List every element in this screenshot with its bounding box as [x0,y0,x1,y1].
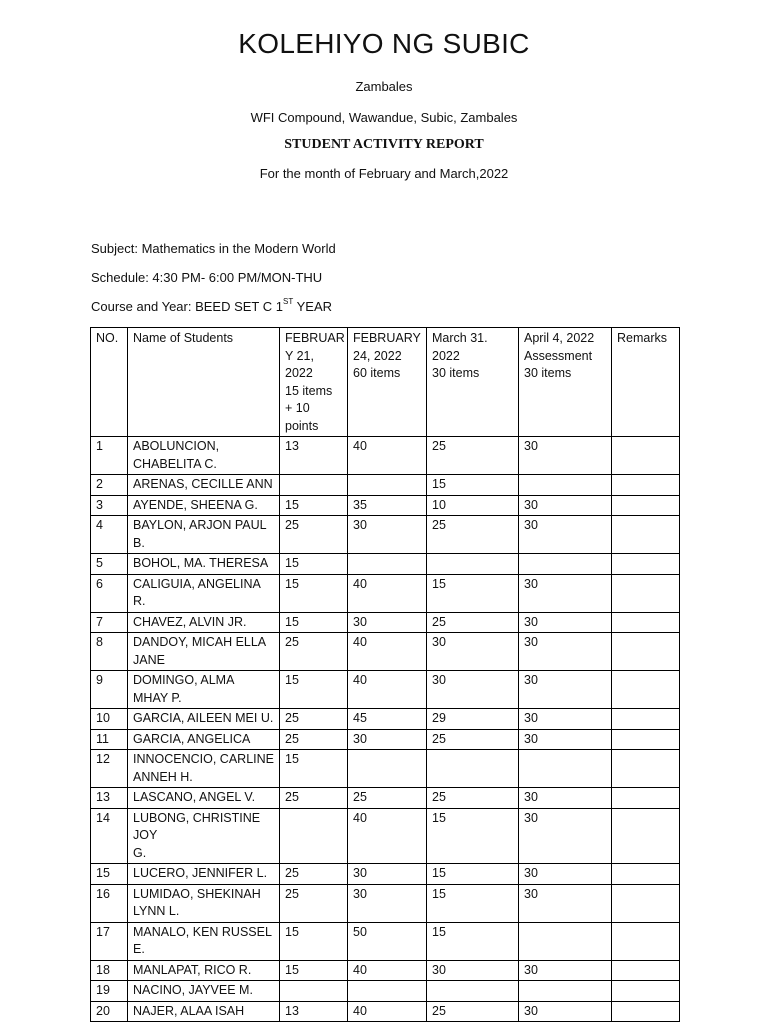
student-name-line: CHABELITA C. [133,456,217,471]
student-name-line: LYNN L. [133,904,180,918]
table-body [91,437,680,1022]
cell-feb21-score: 13 [280,437,348,475]
cell-remarks [612,574,680,612]
cell-student-name [128,729,280,750]
table-row [91,864,680,885]
cell-feb24-score: 30 [348,884,427,922]
cell-mar31-score: 25 [427,612,519,633]
student-name-line: ARENAS, CECILLE ANN [133,477,273,491]
header-text-line: 2022 [285,366,313,380]
cell-remarks [612,729,680,750]
cell-apr4-score: 30 [519,884,612,922]
col-remarks-header [612,328,680,437]
header-text-line: 24, 2022 [353,348,402,363]
cell-feb21-score: 15 [280,671,348,709]
student-name-line: G. [133,845,147,860]
student-name-line: AYENDE, SHEENA G. [133,497,258,512]
cell-student-name [128,750,280,788]
cell-student-name [128,922,280,960]
student-name-line: DOMINGO, ALMA [133,673,235,687]
cell-apr4-score: 30 [519,808,612,864]
cell-feb24-score: 40 [348,1001,427,1022]
table-row [91,437,680,475]
cell-no: 14 [91,808,128,864]
cell-student-name [128,884,280,922]
cell-student-name [128,437,280,475]
cell-student-name [128,633,280,671]
table-row [91,671,680,709]
cell-no: 11 [91,729,128,750]
header-text-line: points [285,418,319,433]
cell-student-name [128,671,280,709]
cell-apr4-score: 30 [519,864,612,885]
cell-apr4-score [519,981,612,1002]
cell-apr4-score [519,475,612,496]
table-row [91,475,680,496]
school-name: KOLEHIYO NG SUBIC [238,28,530,59]
col-name-header [128,328,280,437]
student-name-line: LASCANO, ANGEL V. [133,790,256,804]
cell-mar31-score: 30 [427,671,519,709]
cell-student-name [128,960,280,981]
student-name-line: INNOCENCIO, CARLINE [133,752,274,766]
student-name-line: BAYLON, ARJON PAUL B. [133,518,267,550]
cell-feb24-score: 45 [348,709,427,730]
col-no-header [91,328,128,437]
cell-no: 2 [91,475,128,496]
school-address: WFI Compound, Wawandue, Subic, Zambales [250,110,518,125]
header-text-line: + 10 [285,401,310,415]
cell-remarks [612,960,680,981]
student-name-line: DANDOY, MICAH ELLA [133,635,267,649]
student-name-line: ABOLUNCION, [133,439,220,453]
student-name-line: NACINO, JAYVEE M. [133,983,253,997]
cell-remarks [612,922,680,960]
cell-feb21-score [280,981,348,1002]
table-row [91,574,680,612]
cell-feb21-score [280,808,348,864]
cell-feb21-score: 25 [280,516,348,554]
cell-mar31-score [427,981,519,1002]
cell-feb21-score: 15 [280,922,348,960]
table-row [91,960,680,981]
student-name-line: GARCIA, ANGELICA [133,731,251,746]
cell-student-name [128,612,280,633]
cell-feb24-score: 30 [348,729,427,750]
cell-apr4-score: 30 [519,495,612,516]
report-period: For the month of February and March,2022 [259,166,509,181]
cell-feb21-score: 25 [280,709,348,730]
report-title: STUDENT ACTIVITY REPORT [284,137,484,152]
header-text-line: Name of Students [133,331,234,345]
activity-table [90,327,680,1022]
cell-student-name [128,574,280,612]
cell-remarks [612,750,680,788]
table-row [91,495,680,516]
cell-remarks [612,612,680,633]
student-name-line: JANE [133,652,165,667]
cell-student-name [128,1001,280,1022]
cell-student-name [128,864,280,885]
cell-mar31-score: 30 [427,633,519,671]
cell-feb21-score: 25 [280,633,348,671]
table-row [91,612,680,633]
cell-student-name [128,516,280,554]
cell-feb24-score: 25 [348,788,427,809]
cell-remarks [612,516,680,554]
col-feb24-header [348,328,427,437]
cell-feb24-score: 40 [348,633,427,671]
cell-apr4-score: 30 [519,437,612,475]
cell-apr4-score: 30 [519,671,612,709]
cell-feb24-score [348,981,427,1002]
cell-student-name [128,981,280,1002]
student-name-line: ANNEH H. [133,769,193,784]
cell-student-name [128,709,280,730]
student-name-line: MANALO, KEN RUSSEL [133,924,272,939]
cell-apr4-score [519,554,612,575]
cell-student-name [128,495,280,516]
cell-mar31-score [427,750,519,788]
cell-feb24-score: 50 [348,922,427,960]
table-row [91,709,680,730]
cell-feb21-score: 15 [280,612,348,633]
table-header-row [91,328,680,437]
cell-mar31-score: 15 [427,808,519,864]
cell-feb24-score [348,554,427,575]
cell-apr4-score: 30 [519,1001,612,1022]
table-row [91,729,680,750]
cell-student-name [128,475,280,496]
cell-mar31-score: 15 [427,884,519,922]
cell-mar31-score: 25 [427,516,519,554]
cell-mar31-score: 15 [427,922,519,960]
cell-remarks [612,671,680,709]
subject-line: Subject: Mathematics in the Modern World [91,241,336,256]
cell-apr4-score [519,750,612,788]
cell-apr4-score: 30 [519,574,612,612]
cell-feb21-score: 25 [280,729,348,750]
course-prefix: Course and Year: BEED SET C 1 [91,299,283,314]
student-name-line: LUCERO, JENNIFER L. [133,866,268,880]
student-name-line: MHAY P. [133,690,182,705]
cell-no: 18 [91,960,128,981]
cell-apr4-score: 30 [519,633,612,671]
cell-remarks [612,1001,680,1022]
cell-remarks [612,884,680,922]
header-text-line: 15 items [285,383,333,398]
cell-no: 16 [91,884,128,922]
table-row [91,884,680,922]
course-line [91,299,332,314]
table-row [91,554,680,575]
col-feb21-header [280,328,348,437]
cell-student-name [128,788,280,809]
cell-feb21-score: 25 [280,864,348,885]
cell-feb21-score: 25 [280,884,348,922]
cell-no: 20 [91,1001,128,1022]
student-name-line: MANLAPAT, RICO R. [133,962,252,977]
cell-feb21-score [280,475,348,496]
cell-feb21-score: 15 [280,750,348,788]
table-row [91,981,680,1002]
student-name-line: E. [133,942,145,956]
cell-remarks [612,981,680,1002]
cell-remarks [612,554,680,575]
cell-remarks [612,633,680,671]
cell-mar31-score [427,554,519,575]
student-name-line: CALIGUIA, ANGELINA R. [133,576,261,608]
cell-mar31-score: 25 [427,729,519,750]
cell-feb21-score: 15 [280,495,348,516]
cell-feb24-score: 40 [348,437,427,475]
cell-mar31-score: 29 [427,709,519,730]
cell-no: 15 [91,864,128,885]
cell-feb24-score: 30 [348,612,427,633]
cell-no: 8 [91,633,128,671]
student-name-line: GARCIA, AILEEN MEI U. [133,711,274,725]
cell-apr4-score: 30 [519,960,612,981]
header-text-line: Y 21, [285,348,314,363]
province: Zambales [355,79,413,94]
cell-feb21-score: 15 [280,554,348,575]
cell-student-name [128,554,280,575]
cell-feb24-score: 40 [348,574,427,612]
cell-mar31-score: 15 [427,475,519,496]
table-row [91,808,680,864]
cell-mar31-score: 25 [427,1001,519,1022]
header-text-line: 30 items [432,366,480,380]
cell-remarks [612,495,680,516]
cell-mar31-score: 30 [427,960,519,981]
student-name-line: BOHOL, MA. THERESA [133,556,269,570]
cell-no: 4 [91,516,128,554]
table-row [91,516,680,554]
cell-feb24-score: 30 [348,516,427,554]
header-text-line: 2022 [432,348,460,363]
cell-no: 17 [91,922,128,960]
col-mar31-header [427,328,519,437]
cell-apr4-score [519,922,612,960]
cell-feb24-score: 40 [348,808,427,864]
cell-remarks [612,864,680,885]
cell-mar31-score: 15 [427,574,519,612]
cell-apr4-score: 30 [519,516,612,554]
cell-feb24-score: 40 [348,671,427,709]
student-name-line: LUBONG, CHRISTINE JOY [133,810,261,842]
header-text-line: April 4, 2022 [524,331,595,345]
cell-no: 3 [91,495,128,516]
cell-feb24-score: 30 [348,864,427,885]
table-row [91,788,680,809]
table-row [91,1001,680,1022]
table-row [91,633,680,671]
student-name-line: LUMIDAO, SHEKINAH [133,886,261,901]
cell-no: 5 [91,554,128,575]
cell-apr4-score: 30 [519,709,612,730]
cell-feb24-score [348,750,427,788]
header-text-line: Assessment [524,348,593,363]
cell-feb21-score: 13 [280,1001,348,1022]
cell-feb21-score: 15 [280,960,348,981]
course-suffix: YEAR [293,299,332,314]
cell-no: 10 [91,709,128,730]
table-row [91,750,680,788]
header-text-line: FEBRUAR [285,331,345,345]
header-text-line: 30 items [524,366,572,380]
cell-no: 19 [91,981,128,1002]
cell-remarks [612,808,680,864]
cell-feb21-score: 15 [280,574,348,612]
cell-no: 1 [91,437,128,475]
schedule-line: Schedule: 4:30 PM- 6:00 PM/MON-THU [91,270,323,285]
cell-apr4-score: 30 [519,788,612,809]
header-text-line: 60 items [353,366,401,380]
cell-apr4-score: 30 [519,612,612,633]
header-text-line: NO. [96,331,119,345]
student-name-line: NAJER, ALAA ISAH [133,1003,245,1018]
student-name-line: CHAVEZ, ALVIN JR. [133,614,247,629]
cell-feb24-score: 35 [348,495,427,516]
cell-mar31-score: 25 [427,788,519,809]
cell-no: 7 [91,612,128,633]
header-text-line: Remarks [617,331,668,345]
cell-remarks [612,475,680,496]
header-text-line: FEBRUARY [353,331,421,345]
table-row [91,922,680,960]
cell-student-name [128,808,280,864]
cell-remarks [612,437,680,475]
cell-no: 9 [91,671,128,709]
cell-mar31-score: 10 [427,495,519,516]
cell-apr4-score: 30 [519,729,612,750]
cell-remarks [612,788,680,809]
col-apr4-header [519,328,612,437]
cell-remarks [612,709,680,730]
cell-no: 6 [91,574,128,612]
course-ordinal: ST [282,297,294,306]
cell-no: 12 [91,750,128,788]
header-text-line: March 31. [432,331,488,345]
cell-mar31-score: 25 [427,437,519,475]
cell-feb21-score: 25 [280,788,348,809]
cell-mar31-score: 15 [427,864,519,885]
cell-feb24-score: 40 [348,960,427,981]
cell-feb24-score [348,475,427,496]
cell-no: 13 [91,788,128,809]
